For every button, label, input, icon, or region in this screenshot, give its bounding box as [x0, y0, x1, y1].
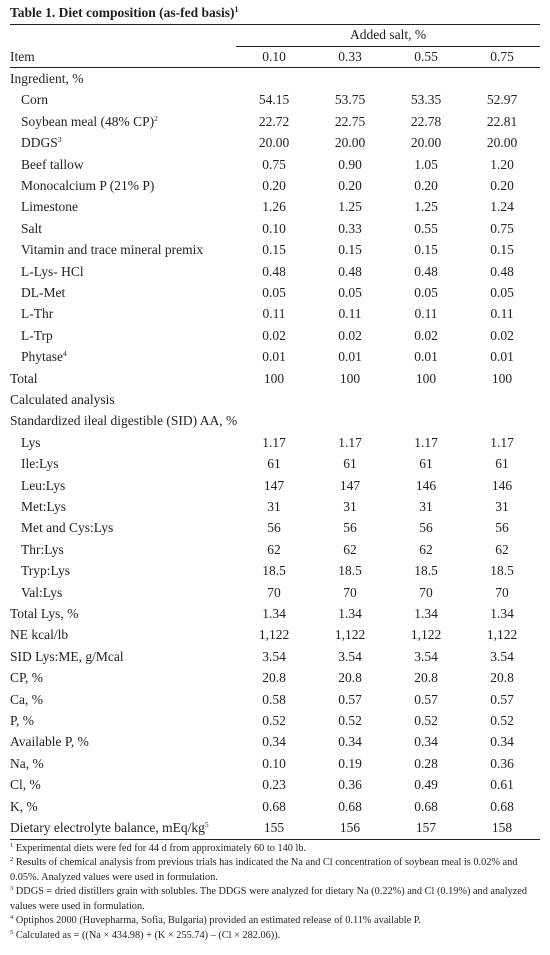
footnote-text: Experimental diets were fed for 44 d from approximately 60 to 140 lb.	[15, 842, 307, 854]
value-cell: 0.90	[338, 156, 362, 172]
value-cell: 0.57	[414, 691, 438, 707]
row-label	[10, 154, 236, 175]
table-row	[10, 111, 540, 132]
value-cell: 0.61	[490, 777, 514, 793]
footnote-text: Optiphos 2000 (Huvepharma, Sofia, Bulgaria) provided an estimated release of 0.11% available P.	[15, 915, 421, 927]
row-label	[10, 325, 236, 346]
table-row	[10, 517, 540, 538]
value-cell: 53.75	[334, 92, 366, 108]
footnote-mark: 5	[204, 820, 209, 830]
table-row	[10, 453, 540, 474]
value-cell: 0.75	[490, 220, 514, 236]
row-label-text: K, %	[10, 798, 38, 814]
footnote-mark: 4	[10, 914, 14, 922]
value-cell: 100	[491, 370, 513, 386]
table-row	[10, 560, 540, 581]
value-cell: 54.15	[258, 92, 290, 108]
value-cell: 56	[343, 520, 357, 536]
row-label-text: Total Lys, %	[10, 606, 79, 622]
value-cell: 0.33	[338, 220, 362, 236]
row-label-text: Cl, %	[10, 777, 41, 793]
value-cell: 70	[267, 584, 281, 600]
item-header: Item	[10, 46, 236, 67]
value-cell: 56	[419, 520, 433, 536]
value-cell: 0.11	[490, 306, 514, 322]
section-heading-sid	[10, 410, 540, 431]
value-cell: 0.52	[414, 713, 438, 729]
value-cell: 61	[495, 456, 509, 472]
value-cell: 1.34	[490, 606, 514, 622]
value-cell: 62	[419, 541, 433, 557]
value-cell: 158	[464, 817, 540, 839]
value-cell: 100	[415, 370, 437, 386]
value-cell: 1.05	[414, 156, 438, 172]
value-cell: 0.52	[338, 713, 362, 729]
footnote-mark: 3	[10, 885, 14, 893]
table-row	[10, 710, 540, 731]
value-cell: 31	[267, 499, 281, 515]
row-label-text: CP, %	[10, 670, 44, 686]
value-cell: 0.10	[262, 755, 286, 771]
row-label	[10, 496, 236, 517]
table-row	[10, 496, 540, 517]
table-row	[10, 646, 540, 667]
footnote-mark: 3	[57, 135, 62, 145]
table-row	[10, 239, 540, 260]
section-heading-ingredient	[10, 67, 540, 89]
table-row	[10, 132, 540, 153]
value-cell: 0.48	[262, 263, 286, 279]
table-row	[10, 603, 540, 624]
section-heading-calculated	[10, 389, 540, 410]
value-cell: 0.05	[338, 284, 362, 300]
row-label	[10, 282, 236, 303]
value-cell: 0.48	[490, 263, 514, 279]
table-row	[10, 303, 540, 324]
footnote	[10, 856, 540, 885]
row-label-text: Corn	[21, 92, 48, 108]
value-cell: 62	[267, 541, 281, 557]
value-cell: 1,122	[258, 627, 290, 643]
value-cell: 3.54	[262, 648, 286, 664]
value-cell: 0.52	[262, 713, 286, 729]
table-title-text: Table 1. Diet composition (as-fed basis)	[10, 5, 235, 20]
value-cell: 0.02	[262, 327, 286, 343]
row-label	[10, 132, 236, 153]
table-row	[10, 261, 540, 282]
row-label	[10, 410, 540, 431]
value-cell: 22.81	[486, 113, 518, 129]
table-row	[10, 346, 540, 367]
value-cell: 0.05	[414, 284, 438, 300]
table-row	[10, 753, 540, 774]
row-label	[10, 346, 236, 367]
value-cell: 20.00	[486, 135, 518, 151]
row-label	[10, 261, 236, 282]
row-label-text: Tryp:Lys	[21, 563, 71, 579]
value-cell: 1.25	[338, 199, 362, 215]
row-label-text: Val:Lys	[21, 584, 63, 600]
row-label	[10, 368, 236, 389]
footnote-text: DDGS = dried distillers grain with solubles. The DDGS were analyzed for dietary Na (0.22%) and Cl (0.19%) and analyzed values were used in formulation.	[10, 886, 528, 912]
value-cell: 0.11	[262, 306, 286, 322]
value-cell: 0.01	[262, 349, 286, 365]
value-cell: 0.36	[338, 777, 362, 793]
value-cell: 62	[495, 541, 509, 557]
row-label	[10, 796, 236, 817]
value-cell: 0.75	[262, 156, 286, 172]
value-cell: 70	[495, 584, 509, 600]
value-cell: 61	[267, 456, 281, 472]
value-cell: 0.15	[262, 242, 286, 258]
value-cell: 0.68	[262, 798, 286, 814]
row-label	[10, 517, 236, 538]
footnote	[10, 842, 540, 857]
row-label-text: Beef tallow	[21, 156, 84, 172]
row-label	[10, 389, 540, 410]
value-cell: 146	[415, 477, 437, 493]
value-cell: 20.00	[334, 135, 366, 151]
row-label-text: Salt	[21, 220, 43, 236]
row-label	[10, 175, 236, 196]
row-label-text: Ingredient, %	[10, 70, 84, 86]
row-label-text: Ile:Lys	[21, 456, 59, 472]
row-label-text: DDGS	[21, 135, 58, 151]
table-row	[10, 196, 540, 217]
value-cell: 0.58	[262, 691, 286, 707]
value-cell: 146	[491, 477, 513, 493]
row-label	[10, 710, 236, 731]
value-cell: 20.8	[338, 670, 362, 686]
value-cell: 3.54	[414, 648, 438, 664]
value-cell: 100	[339, 370, 361, 386]
row-label	[10, 689, 236, 710]
value-cell: 1.17	[338, 434, 362, 450]
table-row	[10, 774, 540, 795]
value-cell: 1.17	[490, 434, 514, 450]
row-label	[10, 89, 236, 110]
row-label	[10, 239, 236, 260]
value-cell: 0.01	[338, 349, 362, 365]
value-cell: 1.34	[414, 606, 438, 622]
value-cell: 0.11	[338, 306, 362, 322]
table-row	[10, 582, 540, 603]
row-label	[10, 731, 236, 752]
value-cell: 100	[263, 370, 285, 386]
row-label-text: P, %	[10, 713, 35, 729]
value-cell: 0.28	[414, 755, 438, 771]
row-label	[10, 753, 236, 774]
column-header: 0.75	[464, 46, 540, 67]
value-cell: 56	[267, 520, 281, 536]
diet-composition-table	[10, 24, 540, 840]
row-label-text: SID Lys:ME, g/Mcal	[10, 648, 124, 664]
value-cell: 0.34	[414, 734, 438, 750]
footnote	[10, 885, 540, 914]
row-label	[10, 432, 236, 453]
added-salt-header: Added salt, %	[236, 25, 540, 47]
value-cell: 0.20	[262, 177, 286, 193]
value-cell: 22.72	[258, 113, 290, 129]
column-header: 0.55	[388, 46, 464, 67]
value-cell: 0.48	[338, 263, 362, 279]
row-label-text: Lys	[21, 434, 41, 450]
table-row	[10, 731, 540, 752]
table-row	[10, 325, 540, 346]
row-label-text: Leu:Lys	[21, 477, 66, 493]
value-cell: 0.57	[338, 691, 362, 707]
footnote-mark: 2	[154, 113, 158, 123]
value-cell: 0.68	[490, 798, 514, 814]
table-row	[10, 475, 540, 496]
row-label	[10, 475, 236, 496]
row-label	[10, 646, 236, 667]
row-label-text: DL-Met	[21, 284, 66, 300]
row-label-text: Na, %	[10, 755, 44, 771]
value-cell: 0.20	[414, 177, 438, 193]
value-cell: 0.48	[414, 263, 438, 279]
row-label-text: L-Thr	[21, 306, 54, 322]
document-page	[10, 0, 540, 944]
value-cell: 0.02	[414, 327, 438, 343]
value-cell: 61	[343, 456, 357, 472]
table-row	[10, 817, 540, 839]
value-cell: 0.36	[490, 755, 514, 771]
row-label-text: L-Lys- HCl	[21, 263, 84, 279]
value-cell: 0.05	[490, 284, 514, 300]
row-label-text: Ca, %	[10, 691, 43, 707]
row-label-text: Thr:Lys	[21, 541, 64, 557]
value-cell: 61	[419, 456, 433, 472]
value-cell: 0.49	[414, 777, 438, 793]
table-title-footnote-mark: 1	[234, 5, 239, 14]
value-cell: 1,122	[334, 627, 366, 643]
row-label	[10, 539, 236, 560]
value-cell: 0.01	[490, 349, 514, 365]
table-row	[10, 539, 540, 560]
footnote-text: Results of chemical analysis from previous trials has indicated the Na and Cl concentration of soybean meal is 0.02% and 0.05%. Analyzed values were used in formulation.	[10, 857, 518, 883]
value-cell: 0.34	[490, 734, 514, 750]
value-cell: 0.19	[338, 755, 362, 771]
value-cell: 0.52	[490, 713, 514, 729]
value-cell: 0.11	[414, 306, 438, 322]
row-label-text: Met:Lys	[21, 499, 67, 515]
value-cell: 18.5	[338, 563, 362, 579]
value-cell: 147	[339, 477, 361, 493]
value-cell: 22.75	[334, 113, 366, 129]
column-header: 0.33	[312, 46, 388, 67]
table-row	[10, 624, 540, 645]
value-cell: 3.54	[490, 648, 514, 664]
value-cell: 155	[236, 817, 312, 839]
row-label-text: Dietary electrolyte balance, mEq/kg	[10, 820, 205, 836]
value-cell: 0.57	[490, 691, 514, 707]
value-cell: 0.34	[262, 734, 286, 750]
value-cell: 1,122	[486, 627, 518, 643]
value-cell: 1.34	[338, 606, 362, 622]
value-cell: 1.17	[414, 434, 438, 450]
table-row	[10, 218, 540, 239]
table-row	[10, 689, 540, 710]
row-label-text: Available P, %	[10, 734, 89, 750]
table-row	[10, 89, 540, 110]
value-cell: 0.15	[414, 242, 438, 258]
footnotes	[10, 842, 540, 944]
value-cell: 31	[419, 499, 433, 515]
footnote	[10, 929, 540, 944]
value-cell: 0.02	[338, 327, 362, 343]
value-cell: 0.20	[490, 177, 514, 193]
header-row-columns	[10, 46, 540, 67]
row-label	[10, 624, 236, 645]
value-cell: 0.34	[338, 734, 362, 750]
row-label-text: Total	[10, 370, 38, 386]
row-label	[10, 196, 236, 217]
row-label-text: Phytase	[21, 349, 63, 365]
row-label-text: L-Trp	[21, 327, 53, 343]
footnote-mark: 4	[63, 349, 67, 359]
value-cell: 0.05	[262, 284, 286, 300]
value-cell: 56	[495, 520, 509, 536]
value-cell: 0.68	[414, 798, 438, 814]
row-label-text: NE kcal/lb	[10, 627, 69, 643]
row-label-text: Monocalcium P (21% P)	[21, 177, 155, 193]
value-cell: 0.01	[414, 349, 438, 365]
row-label	[10, 667, 236, 688]
value-cell: 0.20	[338, 177, 362, 193]
value-cell: 157	[388, 817, 464, 839]
row-label	[10, 603, 236, 624]
footnote-text: Calculated as = ((Na × 434.98) + (K × 255.74) – (Cl × 282.06)).	[15, 930, 281, 942]
value-cell: 0.23	[262, 777, 286, 793]
table-row	[10, 175, 540, 196]
total-row	[10, 368, 540, 389]
table-row	[10, 282, 540, 303]
table-row	[10, 432, 540, 453]
row-label	[10, 303, 236, 324]
value-cell: 0.15	[490, 242, 514, 258]
value-cell: 0.02	[490, 327, 514, 343]
value-cell: 52.97	[486, 92, 518, 108]
value-cell: 20.8	[414, 670, 438, 686]
value-cell: 1.17	[262, 434, 286, 450]
footnote-mark: 1	[10, 841, 14, 849]
row-label	[10, 453, 236, 474]
table-row	[10, 796, 540, 817]
row-label-text: Calculated analysis	[10, 391, 115, 407]
footnote-mark: 2	[10, 856, 14, 864]
value-cell: 18.5	[490, 563, 514, 579]
value-cell: 20.8	[262, 670, 286, 686]
value-cell: 20.00	[258, 135, 290, 151]
value-cell: 20.8	[490, 670, 514, 686]
value-cell: 0.10	[262, 220, 286, 236]
value-cell: 0.55	[414, 220, 438, 236]
value-cell: 70	[343, 584, 357, 600]
value-cell: 20.00	[410, 135, 442, 151]
value-cell: 62	[343, 541, 357, 557]
value-cell: 0.15	[338, 242, 362, 258]
value-cell: 1.24	[490, 199, 514, 215]
value-cell: 147	[263, 477, 285, 493]
row-label	[10, 560, 236, 581]
row-label	[10, 817, 236, 839]
value-cell: 156	[312, 817, 388, 839]
row-label-text: Standardized ileal digestible (SID) AA, %	[10, 413, 238, 429]
row-label	[10, 582, 236, 603]
footnote	[10, 914, 540, 929]
row-label	[10, 111, 236, 132]
value-cell: 31	[495, 499, 509, 515]
value-cell: 1.25	[414, 199, 438, 215]
row-label-text: Limestone	[21, 199, 78, 215]
value-cell: 1.26	[262, 199, 286, 215]
value-cell: 18.5	[414, 563, 438, 579]
value-cell: 1.34	[262, 606, 286, 622]
value-cell: 3.54	[338, 648, 362, 664]
value-cell: 22.78	[410, 113, 442, 129]
table-row	[10, 667, 540, 688]
row-label	[10, 218, 236, 239]
row-label	[10, 774, 236, 795]
column-header: 0.10	[236, 46, 312, 67]
value-cell: 70	[419, 584, 433, 600]
value-cell: 1,122	[410, 627, 442, 643]
value-cell: 0.68	[338, 798, 362, 814]
row-label-text: Met and Cys:Lys	[21, 520, 114, 536]
value-cell: 31	[343, 499, 357, 515]
row-label	[10, 67, 540, 89]
table-row	[10, 154, 540, 175]
header-row-group	[10, 25, 540, 47]
row-label-text: Vitamin and trace mineral premix	[21, 242, 204, 258]
value-cell: 1.20	[490, 156, 514, 172]
value-cell: 53.35	[410, 92, 442, 108]
footnote-mark: 5	[10, 929, 14, 937]
row-label-text: Soybean meal (48% CP)	[21, 113, 155, 129]
value-cell: 18.5	[262, 563, 286, 579]
table-title	[10, 4, 540, 24]
